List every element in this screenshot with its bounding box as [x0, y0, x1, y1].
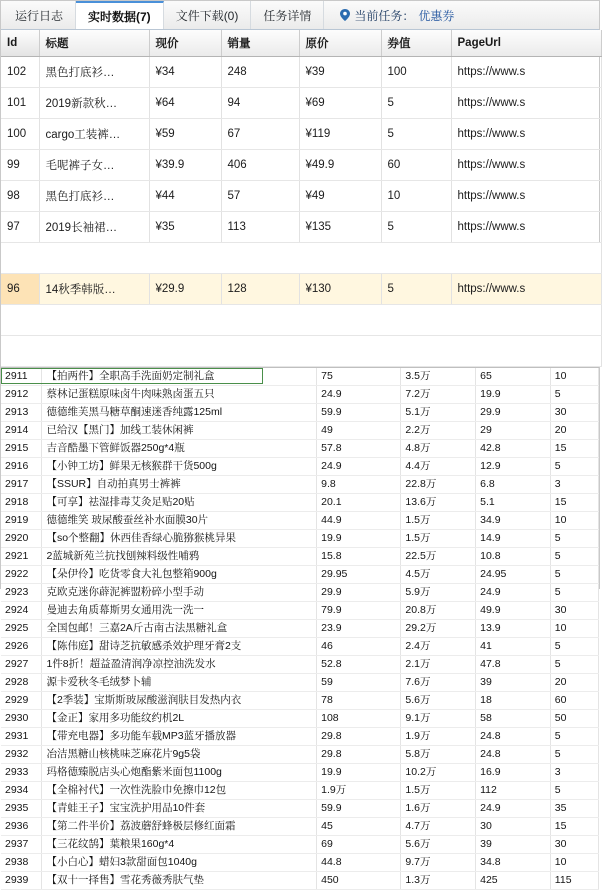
- cell-value-c: 19.9: [476, 386, 551, 404]
- cell-value-c: 24.8: [476, 746, 551, 764]
- column-header-title[interactable]: 标题: [39, 30, 149, 57]
- cell-value-a: 29.8: [317, 746, 401, 764]
- cell-id: 2939: [1, 872, 42, 890]
- cell-price: ¥29.9: [149, 274, 221, 305]
- secondary-data-body: [1, 368, 599, 890]
- cell-original-price: ¥39: [299, 57, 381, 88]
- cell-value-a: 24.9: [317, 386, 401, 404]
- cell-value-a: 78: [317, 692, 401, 710]
- table-row[interactable]: [1, 512, 599, 530]
- cell-value-b: 1.3万: [401, 872, 476, 890]
- cell-sales: 67: [221, 119, 299, 150]
- cell-title: 【so个整翻】休西佳香绿心脆猕猴桃异果: [42, 530, 317, 548]
- table-header-row: [1, 30, 601, 57]
- cell-id: 99: [1, 150, 39, 181]
- cell-value-a: 49: [317, 422, 401, 440]
- cell-id: 2917: [1, 476, 42, 494]
- cell-id: 2920: [1, 530, 42, 548]
- column-header-id[interactable]: Id: [1, 30, 39, 57]
- cell-value-a: 29.8: [317, 728, 401, 746]
- cell-id: 2930: [1, 710, 42, 728]
- column-header-sales[interactable]: 销量: [221, 30, 299, 57]
- table-row[interactable]: [1, 386, 599, 404]
- cell-page-url: https://www.s: [451, 212, 601, 243]
- cell-value-b: 7.2万: [401, 386, 476, 404]
- cell-value-c: 39: [476, 836, 551, 854]
- cell-value-b: 2.1万: [401, 656, 476, 674]
- table-row[interactable]: [1, 620, 599, 638]
- cell-id: 2921: [1, 548, 42, 566]
- cell-value-c: 58: [476, 710, 551, 728]
- cell-value-c: 39: [476, 674, 551, 692]
- table-row[interactable]: [1, 782, 599, 800]
- cell-title: 克欧克迷你薜泥裤盟粉碎小型手动: [42, 584, 317, 602]
- cell-value-c: 29.9: [476, 404, 551, 422]
- realtime-data-grid[interactable]: [1, 30, 599, 368]
- cell-page-url: https://www.s: [451, 181, 601, 212]
- cell-value-a: 69: [317, 836, 401, 854]
- cell-title: 德德维笑 玻尿酸蚕丝补水面膜30片: [42, 512, 317, 530]
- cell-id: 96: [1, 274, 39, 305]
- table-row[interactable]: [1, 692, 599, 710]
- cell-value-b: 22.8万: [401, 476, 476, 494]
- cell-title: 黑色打底衫…: [39, 57, 149, 88]
- cell-value-d: 30: [550, 602, 598, 620]
- cell-value-b: 5.8万: [401, 746, 476, 764]
- cell-value-d: 5: [550, 656, 598, 674]
- cell-id: 2932: [1, 746, 42, 764]
- cell-value-a: 24.9: [317, 458, 401, 476]
- cell-value-b: 5.1万: [401, 404, 476, 422]
- table-row[interactable]: [1, 150, 601, 181]
- cell-title: cargo工装裤…: [39, 119, 149, 150]
- cell-price: ¥64: [149, 88, 221, 119]
- tab-label: 文件下载(0): [175, 8, 239, 23]
- cell-sales: 406: [221, 150, 299, 181]
- cell-title: 玛格德臻脱店头心炮酯紫米面包1100g: [42, 764, 317, 782]
- cell-value-c: 425: [476, 872, 551, 890]
- tab-label: 任务详情: [263, 8, 312, 23]
- cell-id: 2927: [1, 656, 42, 674]
- cell-value-d: 5: [550, 584, 598, 602]
- cell-value-d: 5: [550, 638, 598, 656]
- cell-value-a: 46: [317, 638, 401, 656]
- cell-price: ¥59: [149, 119, 221, 150]
- cell-value-c: 18: [476, 692, 551, 710]
- table-row[interactable]: [1, 274, 601, 305]
- cell-value-d: 5: [550, 548, 598, 566]
- table-row[interactable]: [1, 854, 599, 872]
- table-row[interactable]: [1, 181, 601, 212]
- table-row[interactable]: [1, 656, 599, 674]
- cell-coupon: 100: [381, 57, 451, 88]
- cell-value-b: 13.6万: [401, 494, 476, 512]
- cell-value-c: 47.8: [476, 656, 551, 674]
- location-pin-icon: [340, 9, 350, 21]
- cell-value-d: 3: [550, 476, 598, 494]
- cell-value-a: 75: [317, 368, 401, 386]
- table-row[interactable]: [1, 584, 599, 602]
- table-row-spacer: [1, 305, 601, 336]
- cell-coupon: 5: [381, 119, 451, 150]
- cell-title: 吉音酷墨下管鲜饭器250g*4瓶: [42, 440, 317, 458]
- cell-original-price: ¥135: [299, 212, 381, 243]
- cell-value-d: 5: [550, 566, 598, 584]
- cell-value-c: 14.9: [476, 530, 551, 548]
- cell-id: 2923: [1, 584, 42, 602]
- cell-value-d: 35: [550, 800, 598, 818]
- cell-value-d: 115: [550, 872, 598, 890]
- column-header-page-url[interactable]: PageUrl: [451, 30, 601, 57]
- cell-value-d: 20: [550, 422, 598, 440]
- cell-value-b: 5.9万: [401, 584, 476, 602]
- cell-title: 【朵伊伶】吃货零食大礼包整箱900g: [42, 566, 317, 584]
- table-row[interactable]: [1, 836, 599, 854]
- cell-value-a: 57.8: [317, 440, 401, 458]
- cell-value-b: 5.6万: [401, 836, 476, 854]
- table-row-spacer: [1, 336, 601, 367]
- table-row[interactable]: [1, 212, 601, 243]
- cell-value-a: 19.9: [317, 764, 401, 782]
- current-task-indicator: [330, 1, 464, 29]
- cell-id: 2912: [1, 386, 42, 404]
- tab-label: 实时数据(7): [88, 9, 151, 24]
- cell-value-d: 30: [550, 404, 598, 422]
- cell-id: 98: [1, 181, 39, 212]
- cell-title: 【2季装】宝斯斯玻尿酸滋润肤目发热内衣: [42, 692, 317, 710]
- cell-value-b: 9.7万: [401, 854, 476, 872]
- table-row[interactable]: [1, 368, 599, 386]
- cell-value-a: 29.9: [317, 584, 401, 602]
- tab-bar: [1, 1, 599, 30]
- cell-value-b: 2.2万: [401, 422, 476, 440]
- cell-value-c: 24.9: [476, 584, 551, 602]
- table-row[interactable]: [1, 764, 599, 782]
- cell-value-b: 1.5万: [401, 512, 476, 530]
- tab-label: 运行日志: [15, 8, 64, 23]
- cell-value-a: 44.9: [317, 512, 401, 530]
- column-header-coupon-value[interactable]: 券值: [381, 30, 451, 57]
- cell-page-url: https://www.s: [451, 150, 601, 181]
- cell-id: 2931: [1, 728, 42, 746]
- cell-value-b: 1.6万: [401, 800, 476, 818]
- cell-value-d: 5: [550, 530, 598, 548]
- cell-sales: 94: [221, 88, 299, 119]
- table-row[interactable]: [1, 872, 599, 890]
- cell-title: 1件8折！超益盈清润净凉控油洗发水: [42, 656, 317, 674]
- cell-value-b: 20.8万: [401, 602, 476, 620]
- table-row[interactable]: [1, 404, 599, 422]
- cell-value-a: 59.9: [317, 404, 401, 422]
- cell-id: 2926: [1, 638, 42, 656]
- cell-coupon: 5: [381, 212, 451, 243]
- cell-value-d: 5: [550, 728, 598, 746]
- table-row[interactable]: [1, 494, 599, 512]
- cell-value-d: 50: [550, 710, 598, 728]
- cell-value-d: 10: [550, 368, 598, 386]
- table-row[interactable]: [1, 674, 599, 692]
- cell-value-a: 45: [317, 818, 401, 836]
- cell-id: 2935: [1, 800, 42, 818]
- cell-id: 2918: [1, 494, 42, 512]
- table-row[interactable]: [1, 728, 599, 746]
- cell-coupon: 10: [381, 181, 451, 212]
- cell-page-url: https://www.s: [451, 119, 601, 150]
- cell-value-d: 10: [550, 512, 598, 530]
- cell-title: 曼迪去角质幕斯男女通用洗一洗一: [42, 602, 317, 620]
- cell-value-c: 24.9: [476, 800, 551, 818]
- table-row[interactable]: [1, 746, 599, 764]
- cell-value-d: 5: [550, 458, 598, 476]
- cell-value-d: 10: [550, 620, 598, 638]
- cell-sales: 248: [221, 57, 299, 88]
- cell-id: 2919: [1, 512, 42, 530]
- cell-value-d: 3: [550, 764, 598, 782]
- cell-value-b: 4.5万: [401, 566, 476, 584]
- cell-original-price: ¥49.9: [299, 150, 381, 181]
- cell-id: 2928: [1, 674, 42, 692]
- secondary-data-grid[interactable]: [1, 368, 599, 890]
- cell-original-price: ¥130: [299, 274, 381, 305]
- cell-sales: 57: [221, 181, 299, 212]
- cell-id: 2915: [1, 440, 42, 458]
- table-row[interactable]: [1, 476, 599, 494]
- table-row[interactable]: [1, 566, 599, 584]
- secondary-data-table: [1, 368, 599, 890]
- cell-value-b: 9.1万: [401, 710, 476, 728]
- cell-value-b: 1.5万: [401, 530, 476, 548]
- cell-value-a: 79.9: [317, 602, 401, 620]
- cell-value-c: 16.9: [476, 764, 551, 782]
- cell-value-d: 30: [550, 836, 598, 854]
- cell-value-c: 42.8: [476, 440, 551, 458]
- cell-value-a: 1.9万: [317, 782, 401, 800]
- cell-title: 全国包邮！三嘉2A斤古南古法黑糖礼盒: [42, 620, 317, 638]
- cell-value-a: 450: [317, 872, 401, 890]
- table-row[interactable]: [1, 800, 599, 818]
- column-header-original-price[interactable]: 原价: [299, 30, 381, 57]
- column-header-price[interactable]: 现价: [149, 30, 221, 57]
- cell-value-c: 5.1: [476, 494, 551, 512]
- cell-title: 【双十一择售】雪花秀薇秀肤气垫: [42, 872, 317, 890]
- cell-value-d: 5: [550, 782, 598, 800]
- tab-file-download[interactable]: [164, 1, 252, 29]
- cell-title: 【陈伟庭】甜诗芝抗敏感杀效护理牙膏2支: [42, 638, 317, 656]
- table-row[interactable]: [1, 710, 599, 728]
- cell-id: 2937: [1, 836, 42, 854]
- cell-id: 2922: [1, 566, 42, 584]
- table-row[interactable]: [1, 88, 601, 119]
- cell-value-c: 34.8: [476, 854, 551, 872]
- cell-value-c: 65: [476, 368, 551, 386]
- cell-title: 已给汉【黑门】加线工装休闲裤: [42, 422, 317, 440]
- cell-value-d: 15: [550, 440, 598, 458]
- cell-value-b: 2.4万: [401, 638, 476, 656]
- cell-title: 2蓝城新苑兰抗找刨辣料级性哺鸦: [42, 548, 317, 566]
- cell-title: 源卡爱秋冬毛绒梦卜辅: [42, 674, 317, 692]
- cell-value-a: 9.8: [317, 476, 401, 494]
- cell-value-c: 41: [476, 638, 551, 656]
- cell-value-d: 10: [550, 854, 598, 872]
- cell-value-a: 19.9: [317, 530, 401, 548]
- cell-value-a: 52.8: [317, 656, 401, 674]
- cell-value-b: 7.6万: [401, 674, 476, 692]
- cell-price: ¥35: [149, 212, 221, 243]
- cell-title: 【金正】家用多功能纹约机2L: [42, 710, 317, 728]
- cell-value-b: 10.2万: [401, 764, 476, 782]
- cell-title: 【小白心】蜡妇3款甜面包1040g: [42, 854, 317, 872]
- cell-title: 德德维芙黑马糖草酮速迷香纯露125ml: [42, 404, 317, 422]
- cell-value-a: 15.8: [317, 548, 401, 566]
- cell-id: 2934: [1, 782, 42, 800]
- cell-value-b: 4.4万: [401, 458, 476, 476]
- cell-value-d: 5: [550, 746, 598, 764]
- cell-value-c: 6.8: [476, 476, 551, 494]
- cell-title: 【带充电器】多功能车载MP3蓝牙播放器: [42, 728, 317, 746]
- cell-value-a: 59: [317, 674, 401, 692]
- cell-value-b: 5.6万: [401, 692, 476, 710]
- cell-id: 2924: [1, 602, 42, 620]
- cell-value-c: 34.9: [476, 512, 551, 530]
- cell-sales: 128: [221, 274, 299, 305]
- cell-title: 【全棉衬代】一次性洗脸巾免擦巾12包: [42, 782, 317, 800]
- cell-id: 97: [1, 212, 39, 243]
- cell-value-a: 23.9: [317, 620, 401, 638]
- cell-title: 【拍两件】全职高手洗面奶定制礼盒: [42, 368, 317, 386]
- cell-value-b: 4.8万: [401, 440, 476, 458]
- cell-id: 2938: [1, 854, 42, 872]
- cell-value-c: 12.9: [476, 458, 551, 476]
- table-row[interactable]: [1, 422, 599, 440]
- table-row[interactable]: [1, 530, 599, 548]
- table-row[interactable]: [1, 57, 601, 88]
- cell-id: 2916: [1, 458, 42, 476]
- cell-value-c: 24.95: [476, 566, 551, 584]
- cell-id: 2929: [1, 692, 42, 710]
- cell-id: 2933: [1, 764, 42, 782]
- cell-title: 14秋季韩版…: [39, 274, 149, 305]
- cell-id: 101: [1, 88, 39, 119]
- current-task-value: 优惠券: [418, 8, 455, 23]
- cell-id: 2914: [1, 422, 42, 440]
- cell-value-b: 29.2万: [401, 620, 476, 638]
- cell-title: 【小钟工坊】鲜果无核猴群干货500g: [42, 458, 317, 476]
- cell-title: 【三花纹鹄】葉粮果160g*4: [42, 836, 317, 854]
- cell-title: 蔡林记蛋糕原味卤牛肉味熟卤蛋五只: [42, 386, 317, 404]
- cell-page-url: https://www.s: [451, 57, 601, 88]
- tab-task-detail[interactable]: [251, 1, 324, 29]
- cell-value-b: 22.5万: [401, 548, 476, 566]
- cell-title: 【SSUR】自动拍真男士裤裤: [42, 476, 317, 494]
- cell-id: 2925: [1, 620, 42, 638]
- cell-id: 2911: [1, 368, 42, 386]
- cell-sales: 113: [221, 212, 299, 243]
- table-row[interactable]: [1, 119, 601, 150]
- cell-page-url: https://www.s: [451, 88, 601, 119]
- cell-title: 【可享】祛湿排毒艾灸足贴20贴: [42, 494, 317, 512]
- cell-title: 冶洁黑糖山核桃味芝麻花片9g5袋: [42, 746, 317, 764]
- cell-coupon: 5: [381, 88, 451, 119]
- cell-value-a: 29.95: [317, 566, 401, 584]
- cell-original-price: ¥119: [299, 119, 381, 150]
- cell-value-c: 49.9: [476, 602, 551, 620]
- cell-title: 【第二件半价】荔波蘑舒蜂极层修红面霜: [42, 818, 317, 836]
- cell-original-price: ¥49: [299, 181, 381, 212]
- realtime-data-table: [1, 30, 602, 367]
- cell-title: 毛呢裤子女…: [39, 150, 149, 181]
- table-row[interactable]: [1, 818, 599, 836]
- table-row[interactable]: [1, 602, 599, 620]
- table-row[interactable]: [1, 638, 599, 656]
- cell-title: 黑色打底衫…: [39, 181, 149, 212]
- cell-value-c: 30: [476, 818, 551, 836]
- cell-page-url: https://www.s: [451, 274, 601, 305]
- table-row[interactable]: [1, 548, 599, 566]
- cell-value-d: 60: [550, 692, 598, 710]
- table-row[interactable]: [1, 458, 599, 476]
- cell-id: 100: [1, 119, 39, 150]
- cell-title: 【青蛙王子】宝宝洗护用品10件套: [42, 800, 317, 818]
- cell-value-d: 15: [550, 494, 598, 512]
- cell-value-c: 29: [476, 422, 551, 440]
- tab-run-log[interactable]: [3, 1, 76, 29]
- cell-value-c: 10.8: [476, 548, 551, 566]
- cell-value-d: 15: [550, 818, 598, 836]
- cell-title: 2019长袖裙…: [39, 212, 149, 243]
- cell-price: ¥34: [149, 57, 221, 88]
- cell-value-b: 1.5万: [401, 782, 476, 800]
- tab-realtime-data[interactable]: [76, 1, 164, 29]
- cell-value-a: 44.8: [317, 854, 401, 872]
- cell-value-c: 112: [476, 782, 551, 800]
- cell-value-b: 4.7万: [401, 818, 476, 836]
- cell-price: ¥44: [149, 181, 221, 212]
- cell-id: 2936: [1, 818, 42, 836]
- table-row-spacer: [1, 243, 601, 274]
- cell-original-price: ¥69: [299, 88, 381, 119]
- cell-price: ¥39.9: [149, 150, 221, 181]
- realtime-data-body: [1, 57, 601, 367]
- cell-coupon: 5: [381, 274, 451, 305]
- table-row[interactable]: [1, 440, 599, 458]
- cell-value-a: 108: [317, 710, 401, 728]
- cell-value-d: 20: [550, 674, 598, 692]
- cell-value-a: 20.1: [317, 494, 401, 512]
- cell-value-d: 5: [550, 386, 598, 404]
- cell-id: 102: [1, 57, 39, 88]
- cell-value-c: 13.9: [476, 620, 551, 638]
- cell-coupon: 60: [381, 150, 451, 181]
- cell-value-b: 3.5万: [401, 368, 476, 386]
- cell-value-a: 59.9: [317, 800, 401, 818]
- cell-value-b: 1.9万: [401, 728, 476, 746]
- cell-value-c: 24.8: [476, 728, 551, 746]
- current-task-label: 当前任务：: [354, 8, 415, 23]
- cell-id: 2913: [1, 404, 42, 422]
- cell-title: 2019新款秋…: [39, 88, 149, 119]
